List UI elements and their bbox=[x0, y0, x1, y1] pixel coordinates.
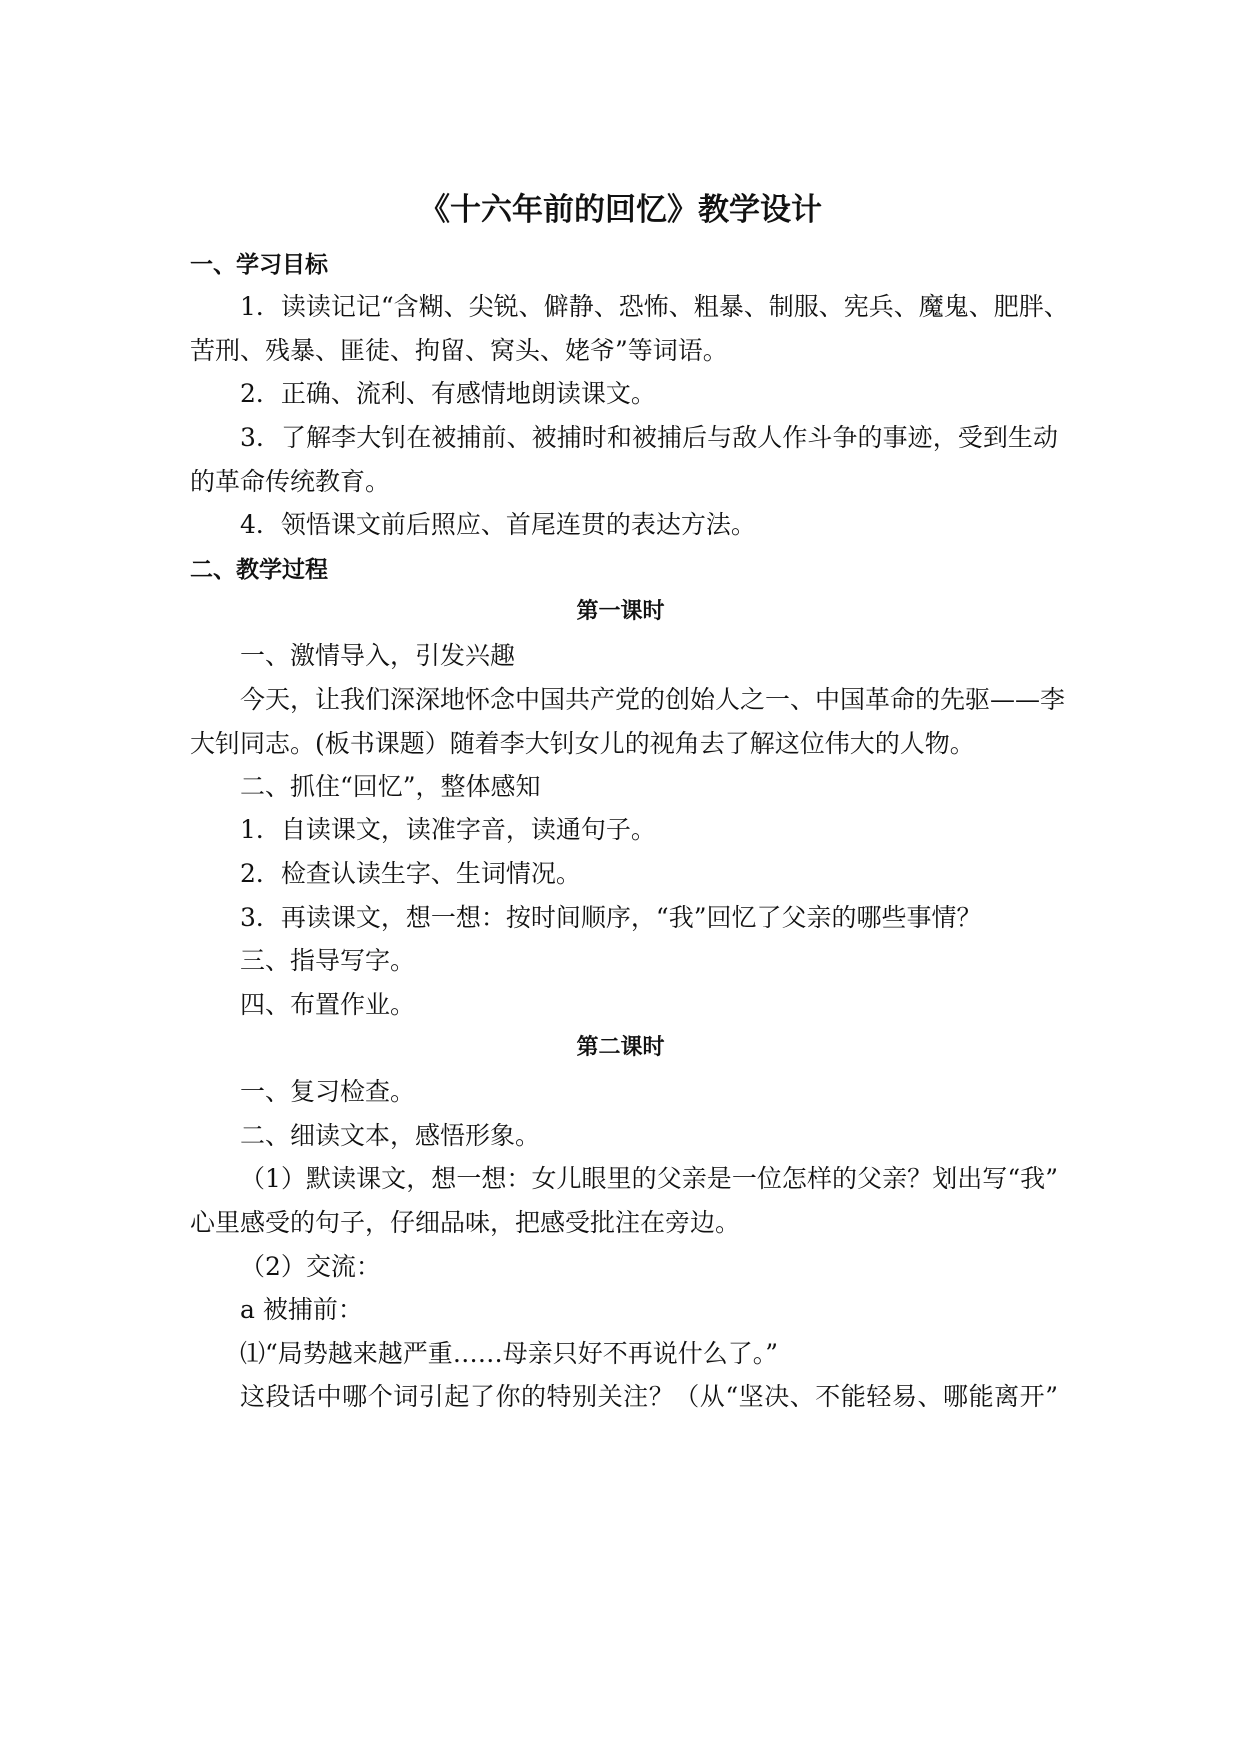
lesson-1-step-1: 一、激情导入，引发兴趣 bbox=[240, 641, 516, 670]
document-title: 《十六年前的回忆》教学设计 bbox=[419, 192, 822, 228]
lesson-1-step-3: 三、指导写字。 bbox=[240, 946, 416, 975]
lesson-2-step-2: 二、细读文本，感悟形象。 bbox=[240, 1121, 541, 1150]
discussion-line: 这段话中哪个词引起了你的特别关注？（从“坚决、不能轻易、哪能离开” bbox=[240, 1382, 1058, 1411]
goal-4: 4．领悟课文前后照应、首尾连贯的表达方法。 bbox=[240, 510, 756, 539]
intro-line-2: 大钊同志。(板书课题）随着李大钊女儿的视角去了解这位伟大的人物。 bbox=[190, 729, 975, 758]
lesson-2-step-1: 一、复习检查。 bbox=[240, 1077, 416, 1106]
intro-line-1: 今天，让我们深深地怀念中国共产党的创始人之一、中国革命的先驱——李 bbox=[240, 685, 1066, 714]
question-2: （2）交流： bbox=[240, 1252, 381, 1281]
goal-3-line-2: 的革命传统教育。 bbox=[190, 467, 391, 496]
section-heading-process: 二、教学过程 bbox=[190, 557, 328, 583]
lesson-1-step-4: 四、布置作业。 bbox=[240, 990, 416, 1019]
goal-3-line-1: 3．了解李大钊在被捕前、被捕时和被捕后与敌人作斗争的事迹，受到生动 bbox=[240, 423, 1058, 452]
lesson-1-item-1: 1．自读课文，读准字音，读通句子。 bbox=[240, 815, 656, 844]
subpoint-a: a 被捕前： bbox=[240, 1295, 363, 1324]
lesson-1-item-3: 3．再读课文，想一想：按时间顺序，“我”回忆了父亲的哪些事情？ bbox=[240, 903, 982, 932]
goal-1-line-2: 苦刑、残暴、匪徒、拘留、窝头、姥爷”等词语。 bbox=[190, 336, 728, 365]
lesson-2-title: 第二课时 bbox=[576, 1035, 665, 1060]
lesson-1-step-2: 二、抓住“回忆”，整体感知 bbox=[240, 772, 541, 801]
question-1-line-2: 心里感受的句子，仔细品味，把感受批注在旁边。 bbox=[190, 1208, 741, 1237]
lesson-1-title: 第一课时 bbox=[576, 599, 665, 624]
section-heading-goals: 一、学习目标 bbox=[190, 252, 328, 278]
question-1-line-1: （1）默读课文，想一想：女儿眼里的父亲是一位怎样的父亲？划出写“我” bbox=[240, 1164, 1058, 1193]
goal-1-line-1: 1．读读记记“含糊、尖锐、僻静、恐怖、粗暴、制服、宪兵、魔鬼、肥胖、 bbox=[240, 292, 1069, 321]
goal-2: 2．正确、流利、有感情地朗读课文。 bbox=[240, 379, 656, 408]
lesson-1-item-2: 2．检查认读生字、生词情况。 bbox=[240, 859, 581, 888]
quote-1: ⑴“局势越来越严重……母亲只好不再说什么了。” bbox=[240, 1339, 779, 1368]
